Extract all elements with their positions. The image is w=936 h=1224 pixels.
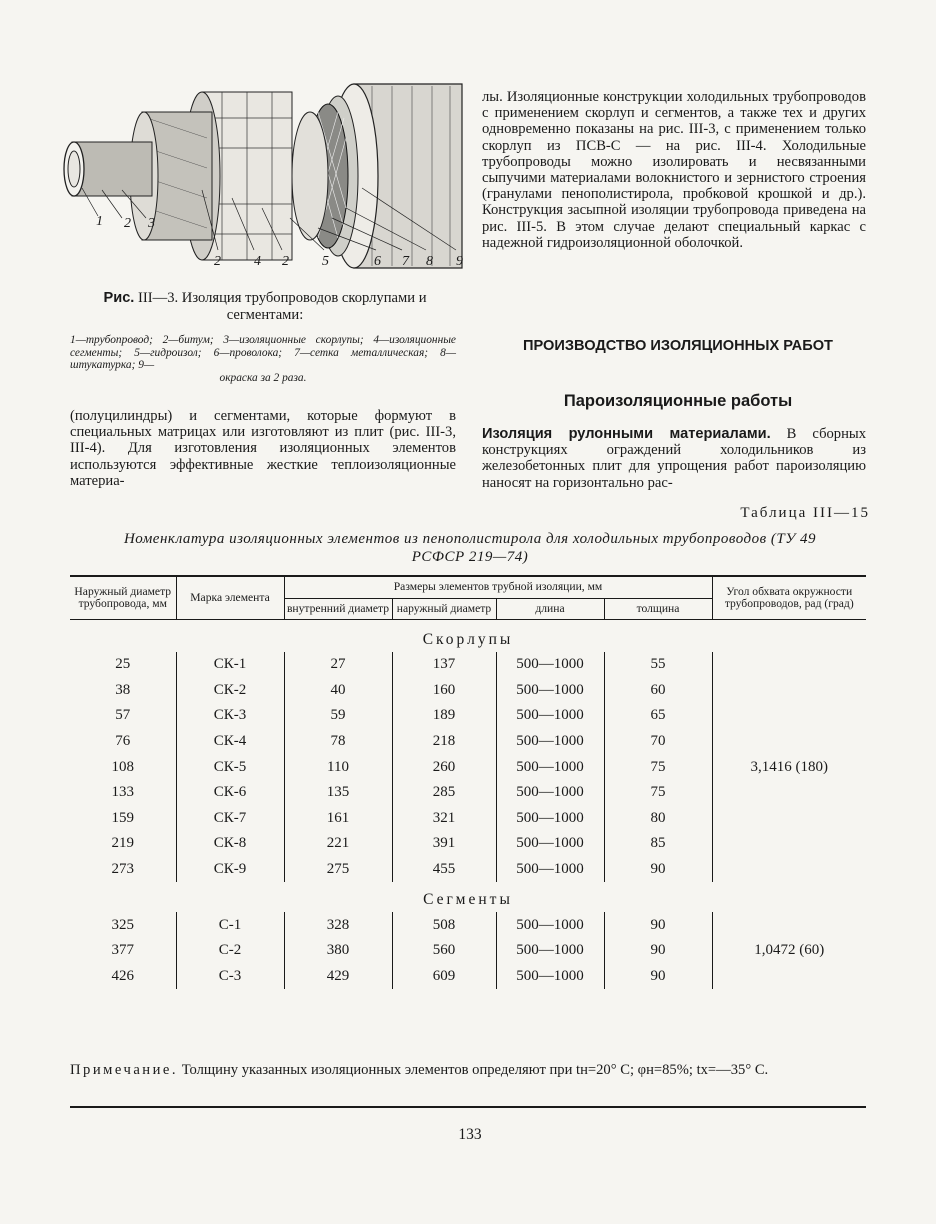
fig-label-b7: 8 bbox=[426, 254, 433, 269]
cell-length: 500—1000 bbox=[496, 678, 604, 704]
right-paragraph: лы. Изоляционные конструкции холодильных трубопроводов с применением скорлуп и сегментов, а также тех и других одновременно показаны на рис. III-3, с применением только скорлуп из ПСВ-С — на рис. III-4. Холодильные трубопроводы можно изолировать и несвязанными сыпучими материалами волокнистого и зернистого строения (гранулами пенополистирола, пробковой крошкой и др.). Конструкция засыпной изоляции трубопровода приведена на рис. III-5. В этом случае делают специальный каркас с надежной гидроизоляционной оболочкой. bbox=[482, 89, 866, 251]
cell-inner: 110 bbox=[284, 754, 392, 780]
fig-label-2: 2 bbox=[124, 216, 131, 231]
fig-label-b2: 4 bbox=[254, 254, 261, 269]
cell-mark: СК-9 bbox=[176, 857, 284, 883]
figure-legend bbox=[70, 334, 456, 384]
cell-inner: 380 bbox=[284, 938, 392, 964]
section-heading: ПРОИЗВОДСТВО ИЗОЛЯЦИОННЫХ РАБОТ bbox=[523, 338, 833, 354]
bottom-rule bbox=[70, 1106, 866, 1108]
cell-outer-diameter: 133 bbox=[70, 780, 176, 806]
cell-length: 500—1000 bbox=[496, 754, 604, 780]
cell-outer: 285 bbox=[392, 780, 496, 806]
cell-thickness: 90 bbox=[604, 938, 712, 964]
table-row bbox=[70, 652, 866, 678]
paragraph-run-in-heading: Изоляция рулонными материалами. bbox=[482, 426, 771, 442]
cell-thickness: 90 bbox=[604, 857, 712, 883]
cell-mark: СК-1 bbox=[176, 652, 284, 678]
fig-label-3: 3 bbox=[148, 216, 155, 231]
cell-inner: 27 bbox=[284, 652, 392, 678]
cell-length: 500—1000 bbox=[496, 964, 604, 990]
cell-outer: 260 bbox=[392, 754, 496, 780]
cell-length: 500—1000 bbox=[496, 912, 604, 938]
cell-mark: С-3 bbox=[176, 964, 284, 990]
cell-thickness: 60 bbox=[604, 678, 712, 704]
cell-thickness: 90 bbox=[604, 912, 712, 938]
note-label: Примечание. bbox=[70, 1062, 179, 1078]
figure-legend-tail: окраска за 2 раза. bbox=[219, 371, 307, 384]
cell-outer-diameter: 325 bbox=[70, 912, 176, 938]
figure-legend-text: 1—трубопровод; 2—битум; 3—изоляционные скорлупы; 4—изоляционные сегменты; 5—гидроизол; 6—проволока; 7—сетка металлическая; 8—штукатурка; 9— bbox=[70, 334, 456, 371]
header-dimensions: Размеры элементов трубной изоляции, мм bbox=[284, 576, 712, 598]
cell-inner: 221 bbox=[284, 831, 392, 857]
cell-mark: СК-4 bbox=[176, 729, 284, 755]
header-outer-diameter: Наружный диаметр трубопровода, мм bbox=[70, 576, 176, 620]
left-paragraph: (полуцилиндры) и сегментами, которые формуют в специальных матрицах или изготовляют из плит (рис. III-3, III-4). Для изготовления изоляционных элементов используются эффективные жесткие теплоизоляционные материа- bbox=[70, 408, 456, 489]
cell-inner: 78 bbox=[284, 729, 392, 755]
cell-outer: 137 bbox=[392, 652, 496, 678]
cell-thickness: 75 bbox=[604, 780, 712, 806]
figure-caption bbox=[70, 290, 460, 324]
cell-length: 500—1000 bbox=[496, 806, 604, 832]
table-note bbox=[70, 1062, 866, 1079]
cell-outer: 508 bbox=[392, 912, 496, 938]
pipe-insulation-figure bbox=[62, 78, 472, 278]
fig-label-1: 1 bbox=[96, 214, 103, 229]
header-thickness: толщина bbox=[604, 598, 712, 620]
cell-length: 500—1000 bbox=[496, 703, 604, 729]
note-text: Толщину указанных изоляционных элементов определяют при tн=20° С; φн=85%; tх=—35° С. bbox=[178, 1062, 769, 1078]
cell-angle-segments: 1,0472 (60) bbox=[754, 942, 825, 959]
cell-thickness: 75 bbox=[604, 754, 712, 780]
cell-mark: СК-6 bbox=[176, 780, 284, 806]
figure-caption-text: III—3. Изоляция трубопроводов скорлупами и сегментами: bbox=[138, 290, 427, 323]
cell-outer-diameter: 219 bbox=[70, 831, 176, 857]
cell-outer-diameter: 57 bbox=[70, 703, 176, 729]
page-number: 133 bbox=[458, 1126, 482, 1143]
cell-outer: 189 bbox=[392, 703, 496, 729]
cell-outer-diameter: 159 bbox=[70, 806, 176, 832]
cell-outer-diameter: 273 bbox=[70, 857, 176, 883]
group-heading-shells: Скорлупы bbox=[422, 631, 514, 648]
header-mark: Марка элемента bbox=[176, 576, 284, 620]
table-label: Таблица III—15 bbox=[740, 505, 870, 521]
cell-length: 500—1000 bbox=[496, 938, 604, 964]
table-title: Номенклатура изоляционных элементов из пенополистирола для холодильных трубопроводов (ТУ 49 РСФСР 219—74) bbox=[123, 531, 817, 565]
cell-mark: СК-8 bbox=[176, 831, 284, 857]
cell-inner: 40 bbox=[284, 678, 392, 704]
right-paragraph-2 bbox=[482, 426, 866, 491]
pipe-diagram bbox=[62, 78, 472, 278]
cell-thickness: 90 bbox=[604, 964, 712, 990]
cell-outer: 391 bbox=[392, 831, 496, 857]
cell-thickness: 70 bbox=[604, 729, 712, 755]
cell-thickness: 80 bbox=[604, 806, 712, 832]
cell-outer-diameter: 108 bbox=[70, 754, 176, 780]
cell-length: 500—1000 bbox=[496, 729, 604, 755]
header-length: длина bbox=[496, 598, 604, 620]
cell-outer-diameter: 426 bbox=[70, 964, 176, 990]
cell-mark: СК-5 bbox=[176, 754, 284, 780]
cell-mark: СК-2 bbox=[176, 678, 284, 704]
fig-label-b3: 2 bbox=[282, 254, 289, 269]
header-inner: внутренний диаметр bbox=[284, 598, 392, 620]
cell-outer: 560 bbox=[392, 938, 496, 964]
cell-inner: 59 bbox=[284, 703, 392, 729]
cell-inner: 275 bbox=[284, 857, 392, 883]
cell-inner: 328 bbox=[284, 912, 392, 938]
table bbox=[70, 575, 866, 989]
cell-outer-diameter: 38 bbox=[70, 678, 176, 704]
cell-outer: 321 bbox=[392, 806, 496, 832]
cell-mark: С-2 bbox=[176, 938, 284, 964]
fig-label-b8: 9 bbox=[456, 254, 463, 269]
cell-inner: 161 bbox=[284, 806, 392, 832]
cell-length: 500—1000 bbox=[496, 652, 604, 678]
cell-thickness: 65 bbox=[604, 703, 712, 729]
cell-inner: 429 bbox=[284, 964, 392, 990]
subsection-heading: Пароизоляционные работы bbox=[563, 392, 793, 410]
fig-label-b6: 7 bbox=[402, 254, 409, 269]
cell-outer: 160 bbox=[392, 678, 496, 704]
fig-label-b1: 2 bbox=[214, 254, 221, 269]
cell-outer: 609 bbox=[392, 964, 496, 990]
cell-outer-diameter: 25 bbox=[70, 652, 176, 678]
table-row bbox=[70, 912, 866, 938]
cell-outer: 455 bbox=[392, 857, 496, 883]
cell-mark: СК-3 bbox=[176, 703, 284, 729]
cell-mark: СК-7 bbox=[176, 806, 284, 832]
header-outer: наружный диаметр bbox=[392, 598, 496, 620]
cell-length: 500—1000 bbox=[496, 831, 604, 857]
cell-length: 500—1000 bbox=[496, 857, 604, 883]
group-heading-segments: Сегменты bbox=[423, 891, 513, 909]
paragraph-body: В сборных конструкциях ограждений холодильников из железобетонных плит для упрощения работ пароизоляцию наносят на горизонтально рас- bbox=[482, 426, 867, 491]
cell-angle-shells: 3,1416 (180) bbox=[750, 758, 828, 775]
cell-thickness: 85 bbox=[604, 831, 712, 857]
nomenclature-table bbox=[70, 575, 866, 989]
fig-label-b4: 5 bbox=[322, 254, 329, 269]
cell-thickness: 55 bbox=[604, 652, 712, 678]
cell-outer: 218 bbox=[392, 729, 496, 755]
cell-mark: С-1 bbox=[176, 912, 284, 938]
header-angle: Угол обхвата окружности трубопроводов, рад (град) bbox=[712, 576, 866, 620]
cell-outer-diameter: 377 bbox=[70, 938, 176, 964]
cell-outer-diameter: 76 bbox=[70, 729, 176, 755]
cell-length: 500—1000 bbox=[496, 780, 604, 806]
figure-caption-lead: Рис. bbox=[103, 290, 135, 306]
fig-label-b5: 6 bbox=[374, 254, 381, 269]
cell-inner: 135 bbox=[284, 780, 392, 806]
